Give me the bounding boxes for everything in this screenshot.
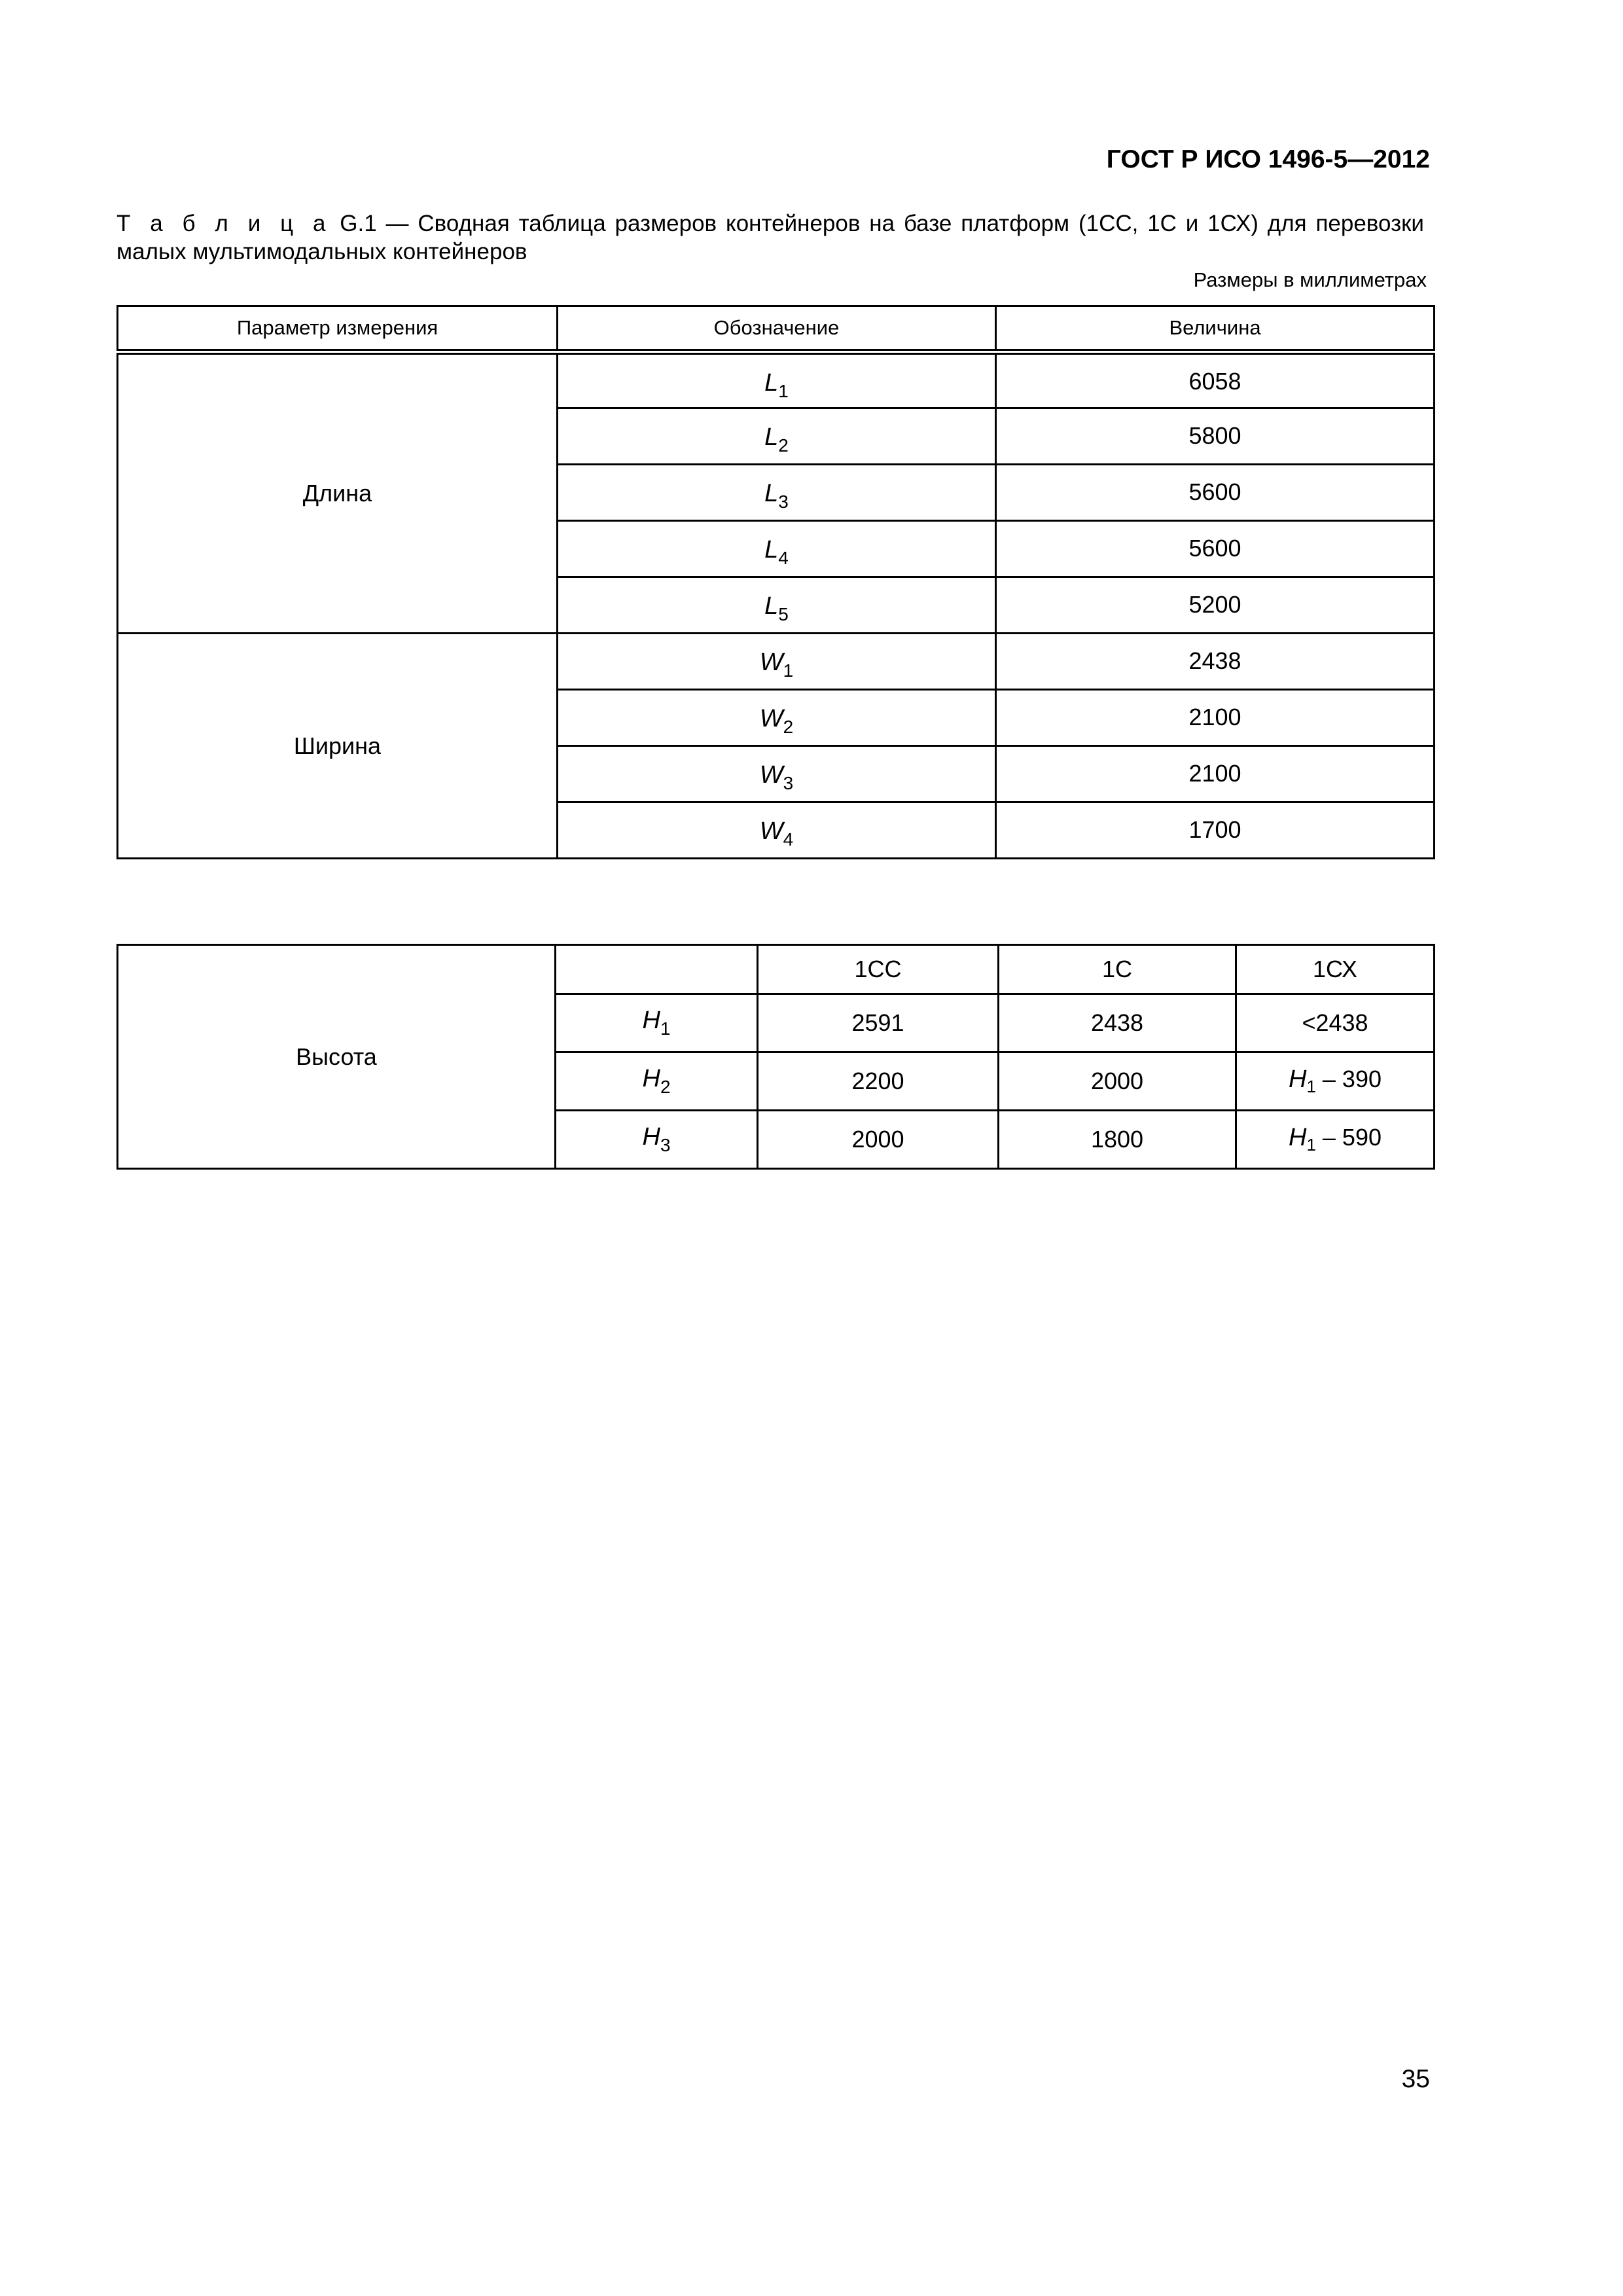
header-designation: Обозначение [558,306,996,352]
value-cell-1c: 2000 [999,1052,1236,1111]
dimensions-table [116,305,1435,859]
table-header-row [118,945,1435,994]
table-row [118,634,1435,690]
value-cell-1cx: $H_1 - 590$ [1236,1111,1435,1169]
designation-cell: $L_4$ [558,521,996,577]
document-id: ГОСТ Р ИСО 1496-5—2012 [1106,145,1430,173]
table-row [118,352,1435,408]
value-cell: 5800 [996,408,1435,465]
table-header-row [118,306,1435,352]
header-1cx: 1СХ [1236,945,1435,994]
table-caption [116,209,1424,266]
designation-cell: $W_1$ [558,634,996,690]
designation-cell: $W_2$ [558,690,996,746]
height-table [116,944,1435,1170]
value-cell: 2438 [996,634,1435,690]
value-cell: 5600 [996,521,1435,577]
value-cell-1cc: 2000 [758,1111,999,1169]
header-1c: 1С [999,945,1236,994]
header-1cc: 1СС [758,945,999,994]
caption-prefix: Т а б л и ц а [116,211,331,236]
value-cell: 5600 [996,465,1435,521]
value-cell-1c: 1800 [999,1111,1236,1169]
value-cell: 5200 [996,577,1435,634]
value-cell: 1700 [996,802,1435,859]
caption-text: G.1 — Сводная таблица размеров контейнеров на базе платформ (1СС, 1С и 1СХ) для перевозки малых мультимодальных контейнеров [116,211,1424,264]
value-cell: 2100 [996,746,1435,802]
header-parameter: Параметр измерения [118,306,558,352]
value-cell-1cc: 2591 [758,994,999,1052]
empty-header-cell [556,945,758,994]
value-cell-1c: 2438 [999,994,1236,1052]
units-note: Размеры в миллиметрах [1193,268,1427,291]
parameter-cell: Высота [118,945,556,1169]
designation-cell: $W_3$ [558,746,996,802]
designation-cell: $H_1$ [556,994,758,1052]
parameter-cell: Длина [118,352,558,634]
designation-cell: $L_2$ [558,408,996,465]
header-value: Величина [996,306,1435,352]
designation-cell: $H_2$ [556,1052,758,1111]
page-number: 35 [1401,2065,1430,2093]
parameter-cell: Ширина [118,634,558,859]
value-cell: 6058 [996,352,1435,408]
value-cell: 2100 [996,690,1435,746]
designation-cell: $L_1$ [558,352,996,408]
designation-cell: $H_3$ [556,1111,758,1169]
designation-cell: $L_5$ [558,577,996,634]
value-cell-1cc: 2200 [758,1052,999,1111]
value-cell-1cx: $H_1 - 390$ [1236,1052,1435,1111]
designation-cell: $W_4$ [558,802,996,859]
value-cell-1cx: <2438 [1236,994,1435,1052]
designation-cell: $L_3$ [558,465,996,521]
